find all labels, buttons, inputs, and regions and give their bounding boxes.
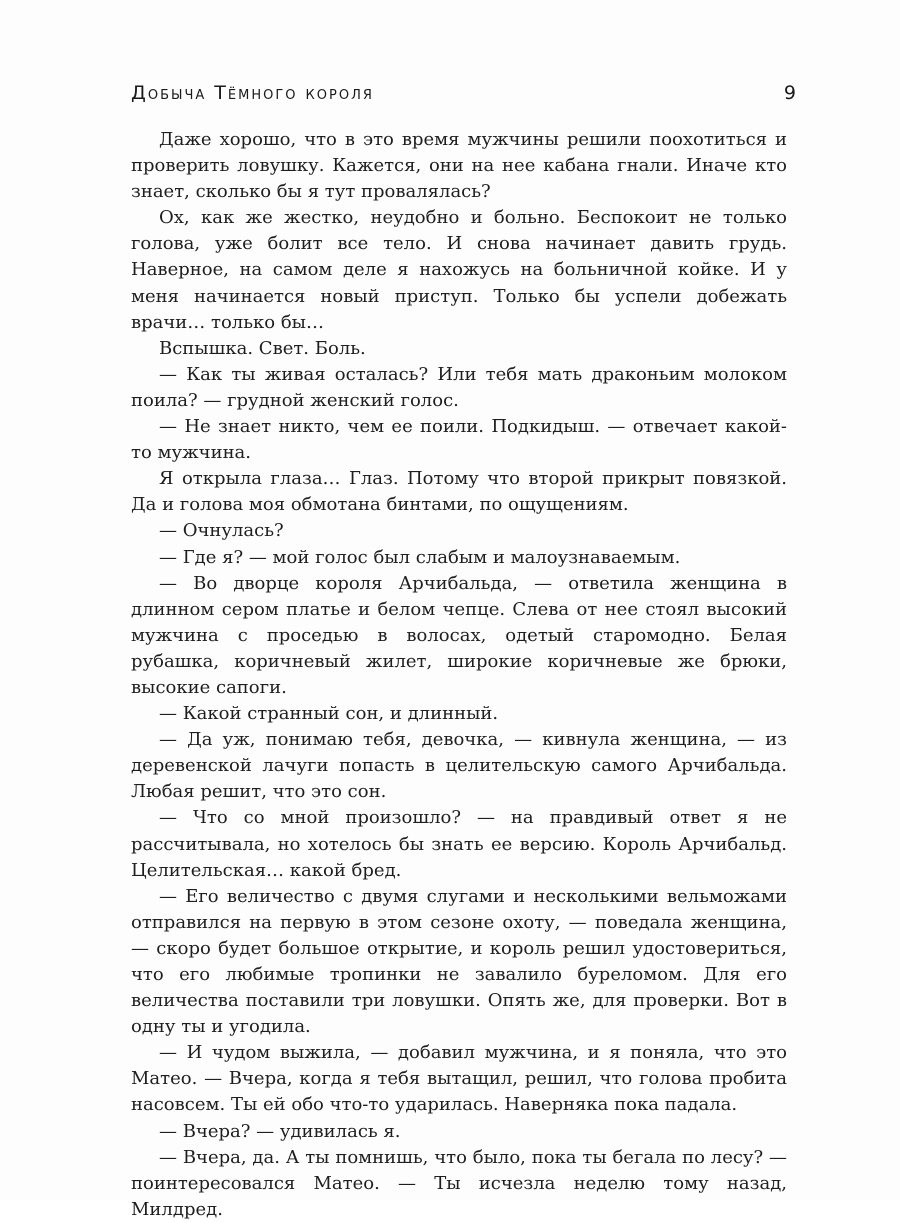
paragraph: — Как ты живая осталась? Или тебя мать драконьим молоком поила? — грудной женский голос. — [131, 363, 787, 411]
paragraph: Даже хорошо, что в это время мужчины решили поохотиться и проверить ловушку. Кажется, они на нее кабана гнали. Иначе кто знает, сколько бы я тут провалялась? — [131, 129, 787, 203]
paragraph: Я открыла глаза… Глаз. Потому что второй прикрыт повязкой. Да и голова моя обмотана бинтами, по ощущениям. — [131, 468, 787, 516]
paragraph: Ох, как же жестко, неудобно и больно. Беспокоит не только голова, уже болит все тело. И снова начинает давить грудь. Наверное, на самом деле я нахожусь на больничной койке. И у меня начинается новый приступ. Только бы успели добежать врачи… только бы… — [131, 207, 787, 333]
paragraph: — Его величество с двумя слугами и несколькими вельможами отправился на первую в этом сезоне охоту, — поведала женщина, — скоро будет большое открытие, и король решил удостовериться, что его любимые тропинки не завалило буреломом. Для его величества поставили три ловушки. Опять же, для проверки. Вот в одну ты и угодила. — [131, 885, 787, 1038]
paragraph: — Где я? — мой голос был слабым и малоузнаваемым. — [159, 546, 681, 568]
paragraph: — Не знает никто, чем ее поили. Подкидыш. — отвечает какой-то мужчина. — [131, 416, 787, 464]
paragraph: Вспышка. Свет. Боль. — [159, 337, 366, 359]
paragraph: — Что со мной произошло? — на правдивый ответ я не рассчитывала, но хотелось бы знать ее версию. Король Арчибальд. Целительская… какой бред. — [131, 807, 787, 881]
paragraph: — И чудом выжила, — добавил мужчина, и я поняла, что это Матео. — Вчера, когда я тебя вытащил, решил, что голова пробита насовсем. Ты ей обо что-то ударилась. Наверняка пока падала. — [131, 1042, 787, 1116]
paragraph: — Очнулась? — [159, 520, 284, 542]
running-title: Добыча Тёмного короля — [131, 82, 374, 104]
paragraph: — Да уж, понимаю тебя, девочка, — кивнула женщина, — из деревенской лачуги попасть в целительскую самого Арчибальда. Любая решит, что это сон. — [131, 729, 787, 803]
paragraph: — Вчера, да. А ты помнишь, что было, пока ты бегала по лесу? — поинтересовался Матео. — Ты исчезла неделю тому назад, Милдред. — [131, 1146, 787, 1220]
page-number: 9 — [783, 82, 796, 104]
paragraph: — Во дворце короля Арчибальда, — ответила женщина в длинном сером платье и белом чепце. Слева от нее стоял высокий мужчина с проседью в волосах, одетый старомодно. Белая рубашка, коричневый жилет, широкие коричневые же брюки, высокие сапоги. — [131, 572, 787, 698]
paragraph: — Вчера? — удивилась я. — [159, 1120, 401, 1142]
paragraph: — Какой странный сон, и длинный. — [159, 703, 499, 725]
body-text — [131, 127, 787, 1223]
